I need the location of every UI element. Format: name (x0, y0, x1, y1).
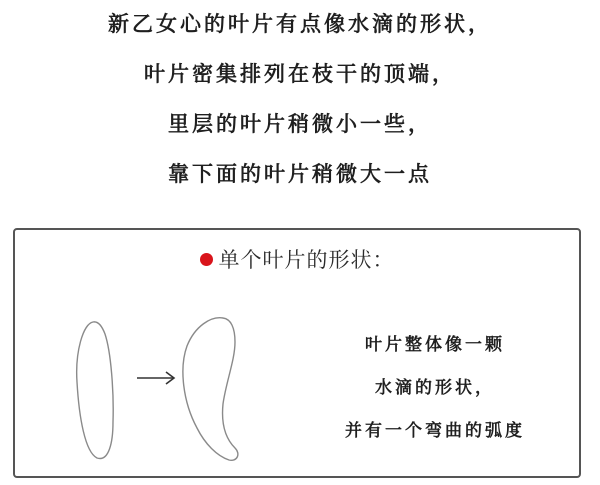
description-line-1: 叶片整体像一颗 (365, 335, 505, 355)
leaf-sketch-illustration (65, 312, 255, 472)
leaf-shape-card (13, 228, 581, 478)
straight-leaf-sketch (77, 322, 113, 459)
card-heading-text: 单个叶片的形状： (218, 248, 395, 272)
curved-leaf-sketch (183, 318, 238, 461)
intro-line-3: 里层的叶片稍微小一些， (168, 112, 432, 136)
description-line-3: 并有一个弯曲的弧度 (345, 421, 525, 441)
intro-line-1: 新乙女心的叶片有点像水滴的形状， (108, 12, 492, 36)
red-bullet-icon (200, 253, 213, 266)
description-line-2: 水滴的形状， (375, 378, 495, 398)
card-heading (15, 244, 579, 274)
intro-line-2: 叶片密集排列在枝干的顶端， (144, 62, 456, 86)
intro-line-4: 靠下面的叶片稍微大一点 (168, 162, 432, 186)
arrow-right-icon (137, 372, 174, 384)
